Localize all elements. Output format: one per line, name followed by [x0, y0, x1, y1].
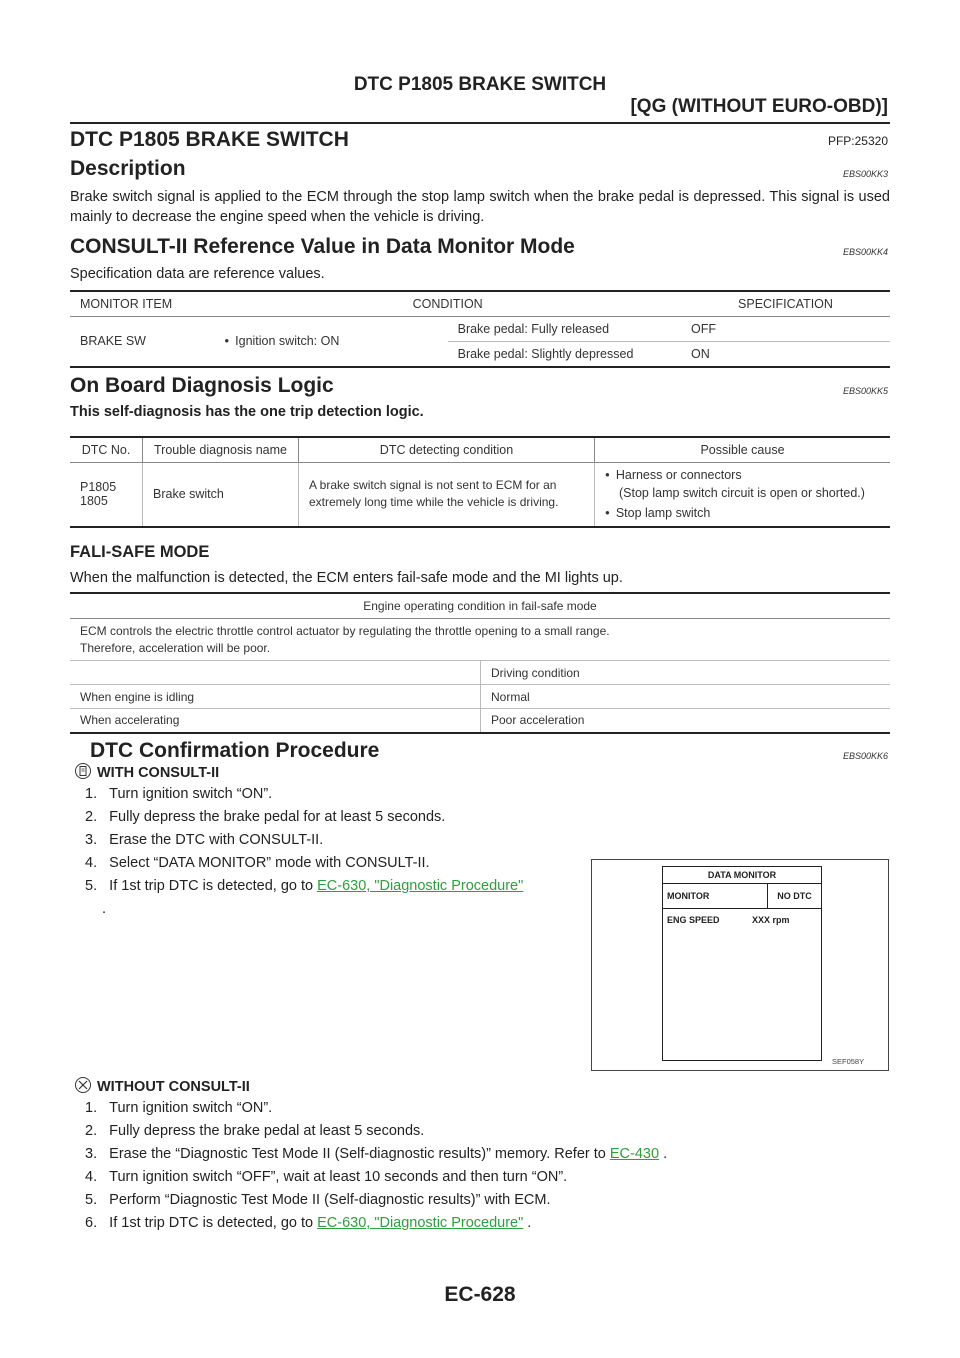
data-monitor-screen	[662, 866, 822, 1061]
step-item: 4. Select “DATA MONITOR” mode with CONSULT-II.	[85, 855, 430, 871]
cause-item: ● Harness or connectors	[605, 466, 880, 484]
consult-tool-icon	[75, 763, 91, 779]
description-heading: Description	[70, 157, 186, 180]
trouble-name-cell: Brake switch	[143, 463, 299, 527]
step-item: 2. Fully depress the brake pedal for at least 5 seconds.	[85, 809, 446, 825]
col-possible-cause: Possible cause	[595, 437, 891, 463]
cause-item: ● Stop lamp switch	[605, 504, 880, 522]
step-text: .	[523, 1215, 532, 1231]
consult-code: EBS00KK4	[842, 247, 888, 257]
page-number: EC-628	[444, 1283, 516, 1306]
dtc-code: P1805	[80, 480, 117, 495]
with-consult-label-row	[75, 763, 219, 781]
running-header-title: DTC P1805 BRAKE SWITCH	[353, 74, 607, 95]
failsafe-col-header: Engine operating condition in fail-safe mode	[70, 593, 890, 619]
col-condition: CONDITION	[214, 291, 681, 317]
screen-eng-speed-label: ENG SPEED	[667, 915, 720, 925]
col-trouble-name: Trouble diagnosis name	[143, 437, 299, 463]
screen-no-dtc-label: NO DTC	[777, 891, 812, 901]
screen-data-row	[663, 909, 821, 931]
screen-column-row	[663, 884, 821, 909]
step-text: 6. If 1st trip DTC is detected, go to	[85, 1215, 318, 1231]
page-title: DTC P1805 BRAKE SWITCH	[70, 128, 349, 151]
condition-cell	[214, 317, 447, 367]
description-code: EBS00KK3	[842, 169, 888, 179]
diagnostic-procedure-link[interactable]: EC-630, "Diagnostic Procedure"	[317, 878, 524, 894]
cause-item-detail: (Stop lamp switch circuit is open or shorted.)	[619, 486, 865, 501]
running-header-subtitle: [QG (WITHOUT EURO-OBD)]	[630, 96, 888, 117]
without-consult-steps	[85, 1097, 905, 1235]
step-item: 2. Fully depress the brake pedal at least 5 seconds.	[85, 1123, 425, 1139]
driving-condition-header: Driving condition	[481, 661, 891, 685]
without-consult-label-row	[75, 1077, 250, 1095]
monitor-item-cell: BRAKE SW	[70, 317, 214, 367]
col-specification: SPECIFICATION	[681, 291, 890, 317]
col-detecting-condition: DTC detecting condition	[299, 437, 595, 463]
col-monitor-item: MONITOR ITEM	[70, 291, 214, 317]
failsafe-desc-line: Therefore, acceleration will be poor.	[80, 640, 271, 655]
ec-430-link[interactable]: EC-430	[609, 1146, 660, 1162]
driving-result-cell: Normal	[481, 685, 891, 709]
header-rule	[70, 122, 890, 124]
failsafe-heading: FALI-SAFE MODE	[70, 543, 210, 561]
without-consult-label: WITHOUT CONSULT-II	[97, 1079, 250, 1095]
step-item: 1. Turn ignition switch “ON”.	[85, 786, 273, 802]
failsafe-table	[70, 592, 890, 734]
step-item: 3. Erase the DTC with CONSULT-II.	[85, 832, 324, 848]
figure-code: SEF058Y	[832, 1057, 865, 1066]
possible-cause-cell	[595, 463, 891, 527]
failsafe-description-cell	[70, 619, 890, 661]
dtc-cell	[70, 463, 143, 527]
sub-condition-cell: Brake pedal: Slightly depressed	[448, 342, 681, 367]
step-text: 5. If 1st trip DTC is detected, go to	[85, 878, 318, 894]
no-tool-icon	[75, 1077, 91, 1093]
engine-condition-cell: When accelerating	[70, 709, 481, 733]
step-item	[85, 875, 585, 898]
confirm-code: EBS00KK6	[842, 751, 888, 761]
step-item: 1. Turn ignition switch “ON”.	[85, 1100, 273, 1116]
description-text: Brake switch signal is applied to the ECM through the stop lamp switch when the brake pedal is depressed. This signal is used mainly to decrease the engine speed when the vehicle is driving.	[70, 189, 890, 225]
step-text: .	[659, 1146, 668, 1162]
engine-condition-cell: When engine is idling	[70, 685, 481, 709]
consult-heading: CONSULT-II Reference Value in Data Monitor Mode	[70, 235, 575, 258]
step-item	[85, 1212, 905, 1235]
consult-note: Specification data are reference values.	[70, 266, 325, 282]
with-consult-label: WITH CONSULT-II	[97, 765, 220, 781]
condition-bullet: ● Ignition switch: ON	[224, 334, 339, 348]
step-item	[85, 1143, 905, 1166]
with-consult-steps	[85, 783, 585, 921]
consult-table	[70, 290, 890, 368]
blank-cell	[70, 661, 481, 685]
col-dtc-no: DTC No.	[70, 437, 143, 463]
obd-code: EBS00KK5	[842, 386, 888, 396]
step-text: 3. Erase the “Diagnostic Test Mode II (Self-diagnostic results)” memory. Refer to	[85, 1146, 610, 1162]
step-text: .	[102, 901, 107, 917]
step-item: 5. Perform “Diagnostic Test Mode II (Self-diagnostic results)” with ECM.	[85, 1192, 551, 1208]
confirm-heading: DTC Confirmation Procedure	[90, 739, 380, 762]
driving-result-cell: Poor acceleration	[481, 709, 891, 733]
failsafe-desc-line: ECM controls the electric throttle control actuator by regulating the throttle opening to a small range.	[80, 623, 610, 638]
screen-monitor-label: MONITOR	[663, 884, 768, 908]
screen-eng-speed-value: XXX rpm	[752, 915, 790, 925]
obd-table	[70, 436, 890, 528]
step-item: 4. Turn ignition switch “OFF”, wait at least 10 seconds and then turn “ON”.	[85, 1169, 568, 1185]
diagnostic-procedure-link[interactable]: EC-630, "Diagnostic Procedure"	[317, 1215, 524, 1231]
obd-note: This self-diagnosis has the one trip detection logic.	[70, 404, 424, 420]
sub-condition-cell: Brake pedal: Fully released	[448, 317, 681, 342]
dtc-code-short: 1805	[80, 494, 108, 509]
detecting-condition-cell: A brake switch signal is not sent to ECM for an extremely long time while the vehicle is driving.	[299, 463, 595, 527]
screen-title: DATA MONITOR	[663, 867, 821, 884]
obd-heading: On Board Diagnosis Logic	[70, 374, 334, 397]
pfp-code: PFP:25320	[827, 134, 888, 148]
spec-cell: ON	[681, 342, 890, 367]
failsafe-text: When the malfunction is detected, the ECM enters fail-safe mode and the MI lights up.	[70, 570, 623, 586]
spec-cell: OFF	[681, 317, 890, 342]
